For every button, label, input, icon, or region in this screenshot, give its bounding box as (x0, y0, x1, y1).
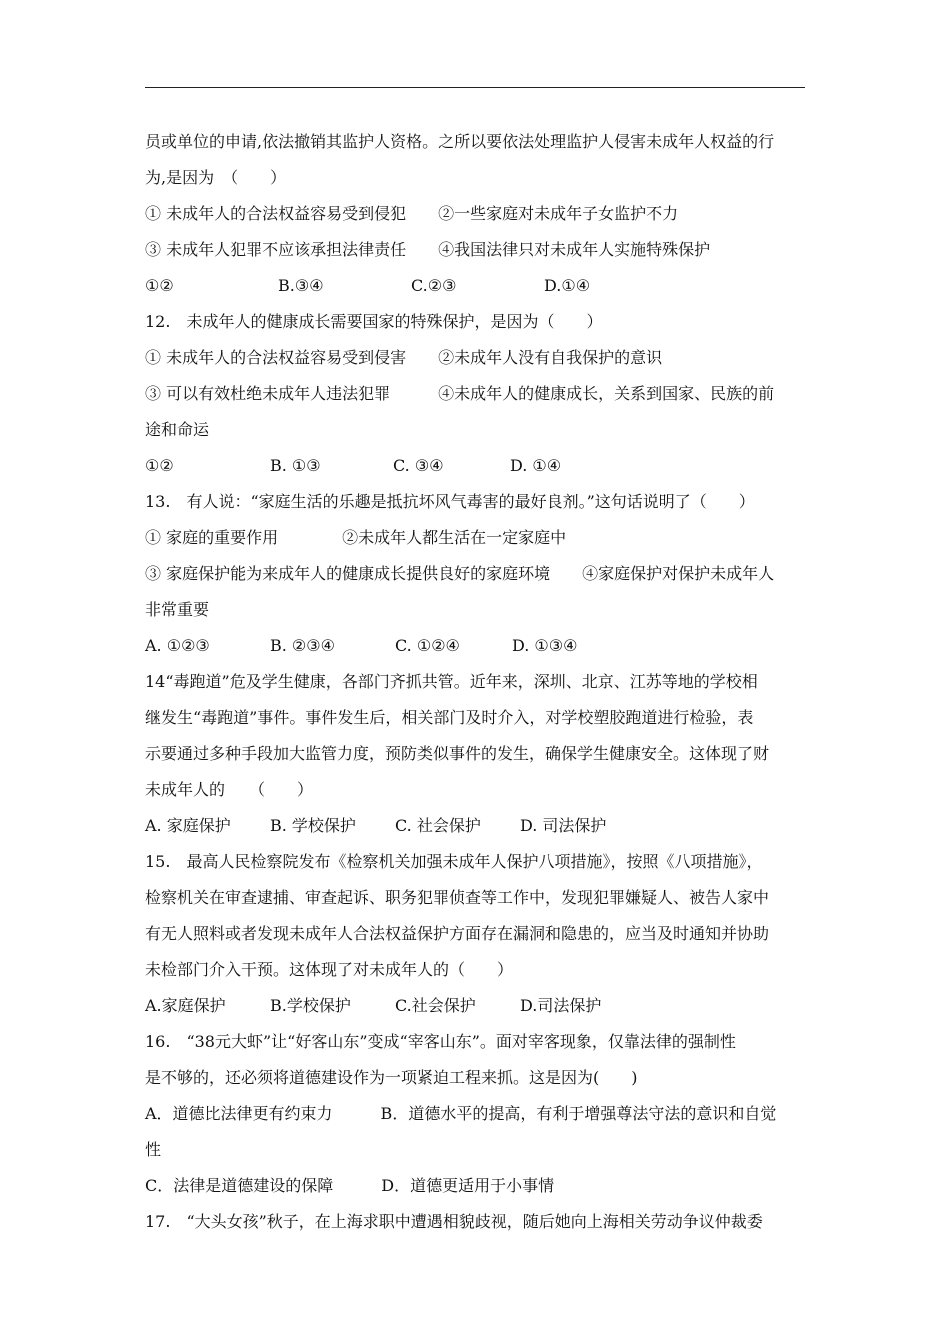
q11-option-a: ①② (145, 276, 174, 295)
q13-option-b: B. ②③④ (270, 636, 335, 655)
q13-option-d: D. ①③④ (512, 636, 578, 655)
q12-option-a: ①② (145, 456, 174, 475)
q11-option-c: C.②③ (411, 276, 457, 295)
header-rule (145, 87, 805, 88)
q16-options-ab-continued: 性 (145, 1140, 162, 1159)
q15-text-line-1: 15. 最高人民检察院发布《检察机关加强未成年人保护八项措施》，按照《八项措施》， (145, 852, 763, 871)
q16-text-line-1: 16. “38元大虾”让“好客山东”变成“宰客山东”。面对宰客现象，仅靠法律的强制性 (145, 1032, 736, 1051)
q12-option-d: D. ①④ (510, 456, 562, 475)
q13-statement-1: ① 家庭的重要作用 ②未成年人都生活在一定家庭中 (145, 528, 567, 547)
q12-option-c: C. ③④ (393, 456, 444, 475)
q14-options (145, 808, 810, 844)
q15-text-line-3: 有无人照料或者发现未成年人合法权益保护方面存在漏洞和隐患的，应当及时通知并协助 (145, 924, 770, 943)
q14-option-c: C. 社会保护 (395, 816, 481, 835)
q12-options (145, 448, 810, 484)
q15-text-line-4: 未检部门介入干预。这体现了对未成年人的（ ） (145, 960, 514, 979)
q13-option-c: C. ①②④ (395, 636, 460, 655)
q14-text-line-4: 未成年人的 （ ） (145, 780, 314, 799)
q14-option-a: A. 家庭保护 (145, 816, 231, 835)
q13-statement-3: 非常重要 (145, 600, 210, 619)
q16-options-ab: A．道德比法律更有约束力 B．道德水平的提高，有利于增强尊法守法的意识和自觉 (145, 1104, 777, 1123)
q12-statement-2: ③ 可以有效杜绝未成年人违法犯罪 ④未成年人的健康成长，关系到国家、民族的前 (145, 384, 775, 403)
q12-option-b: B. ①③ (270, 456, 321, 475)
q13-options (145, 628, 810, 664)
q17-text-line-1: 17. “大头女孩”秋子，在上海求职中遭遇相貌歧视，随后她向上海相关劳动争议仲裁委 (145, 1212, 763, 1231)
q15-options (145, 988, 810, 1024)
q15-option-a: A.家庭保护 (145, 996, 226, 1015)
q11-text-line-1: 员或单位的申请,依法撤销其监护人资格。之所以要依法处理监护人侵害未成年人权益的行 (145, 132, 775, 151)
q16-options-cd: C．法律是道德建设的保障 D．道德更适用于小事情 (145, 1176, 555, 1195)
q14-option-b: B. 学校保护 (270, 816, 356, 835)
q11-option-d: D.①④ (544, 276, 591, 295)
q16-text-line-2: 是不够的，还必须将道德建设作为一项紧迫工程来抓。这是因为( ) (145, 1068, 638, 1087)
q11-option-b: B.③④ (278, 276, 324, 295)
q11-statement-2: ③ 未成年人犯罪不应该承担法律责任 ④我国法律只对未成年人实施特殊保护 (145, 240, 711, 259)
q15-option-d: D.司法保护 (520, 996, 602, 1015)
q14-text-line-1: 14“毒跑道”危及学生健康，各部门齐抓共管。近年来，深圳、北京、江苏等地的学校相 (145, 672, 758, 691)
q12-statement-1: ① 未成年人的合法权益容易受到侵害 ②未成年人没有自我保护的意识 (145, 348, 663, 367)
q13-option-a: A. ①②③ (145, 636, 210, 655)
q15-option-b: B.学校保护 (270, 996, 351, 1015)
q12-question: 12. 未成年人的健康成长需要国家的特殊保护，是因为（ ） (145, 312, 603, 331)
q11-text-line-2: 为,是因为 （ ） (145, 168, 287, 187)
q15-text-line-2: 检察机关在审查逮捕、审查起诉、职务犯罪侦查等工作中，发现犯罪嫌疑人、被告人家中 (145, 888, 770, 907)
q12-statement-3: 途和命运 (145, 420, 210, 439)
q11-statement-1: ① 未成年人的合法权益容易受到侵犯 ②一些家庭对未成年子女监护不力 (145, 204, 679, 223)
q13-statement-2: ③ 家庭保护能为来成年人的健康成长提供良好的家庭环境 ④家庭保护对保护未成年人 (145, 564, 775, 583)
q11-options (145, 268, 810, 304)
q13-question: 13. 有人说：“家庭生活的乐趣是抵抗坏风气毒害的最好良剂。”这句话说明了（ ） (145, 492, 755, 511)
q15-option-c: C.社会保护 (395, 996, 476, 1015)
q14-option-d: D. 司法保护 (520, 816, 607, 835)
exam-page-content (145, 124, 810, 1240)
q14-text-line-3: 示要通过多种手段加大监管力度，预防类似事件的发生，确保学生健康安全。这体现了财 (145, 744, 770, 763)
q14-text-line-2: 继发生“毒跑道”事件。事件发生后，相关部门及时介入，对学校塑胶跑道进行检验，表 (145, 708, 754, 727)
